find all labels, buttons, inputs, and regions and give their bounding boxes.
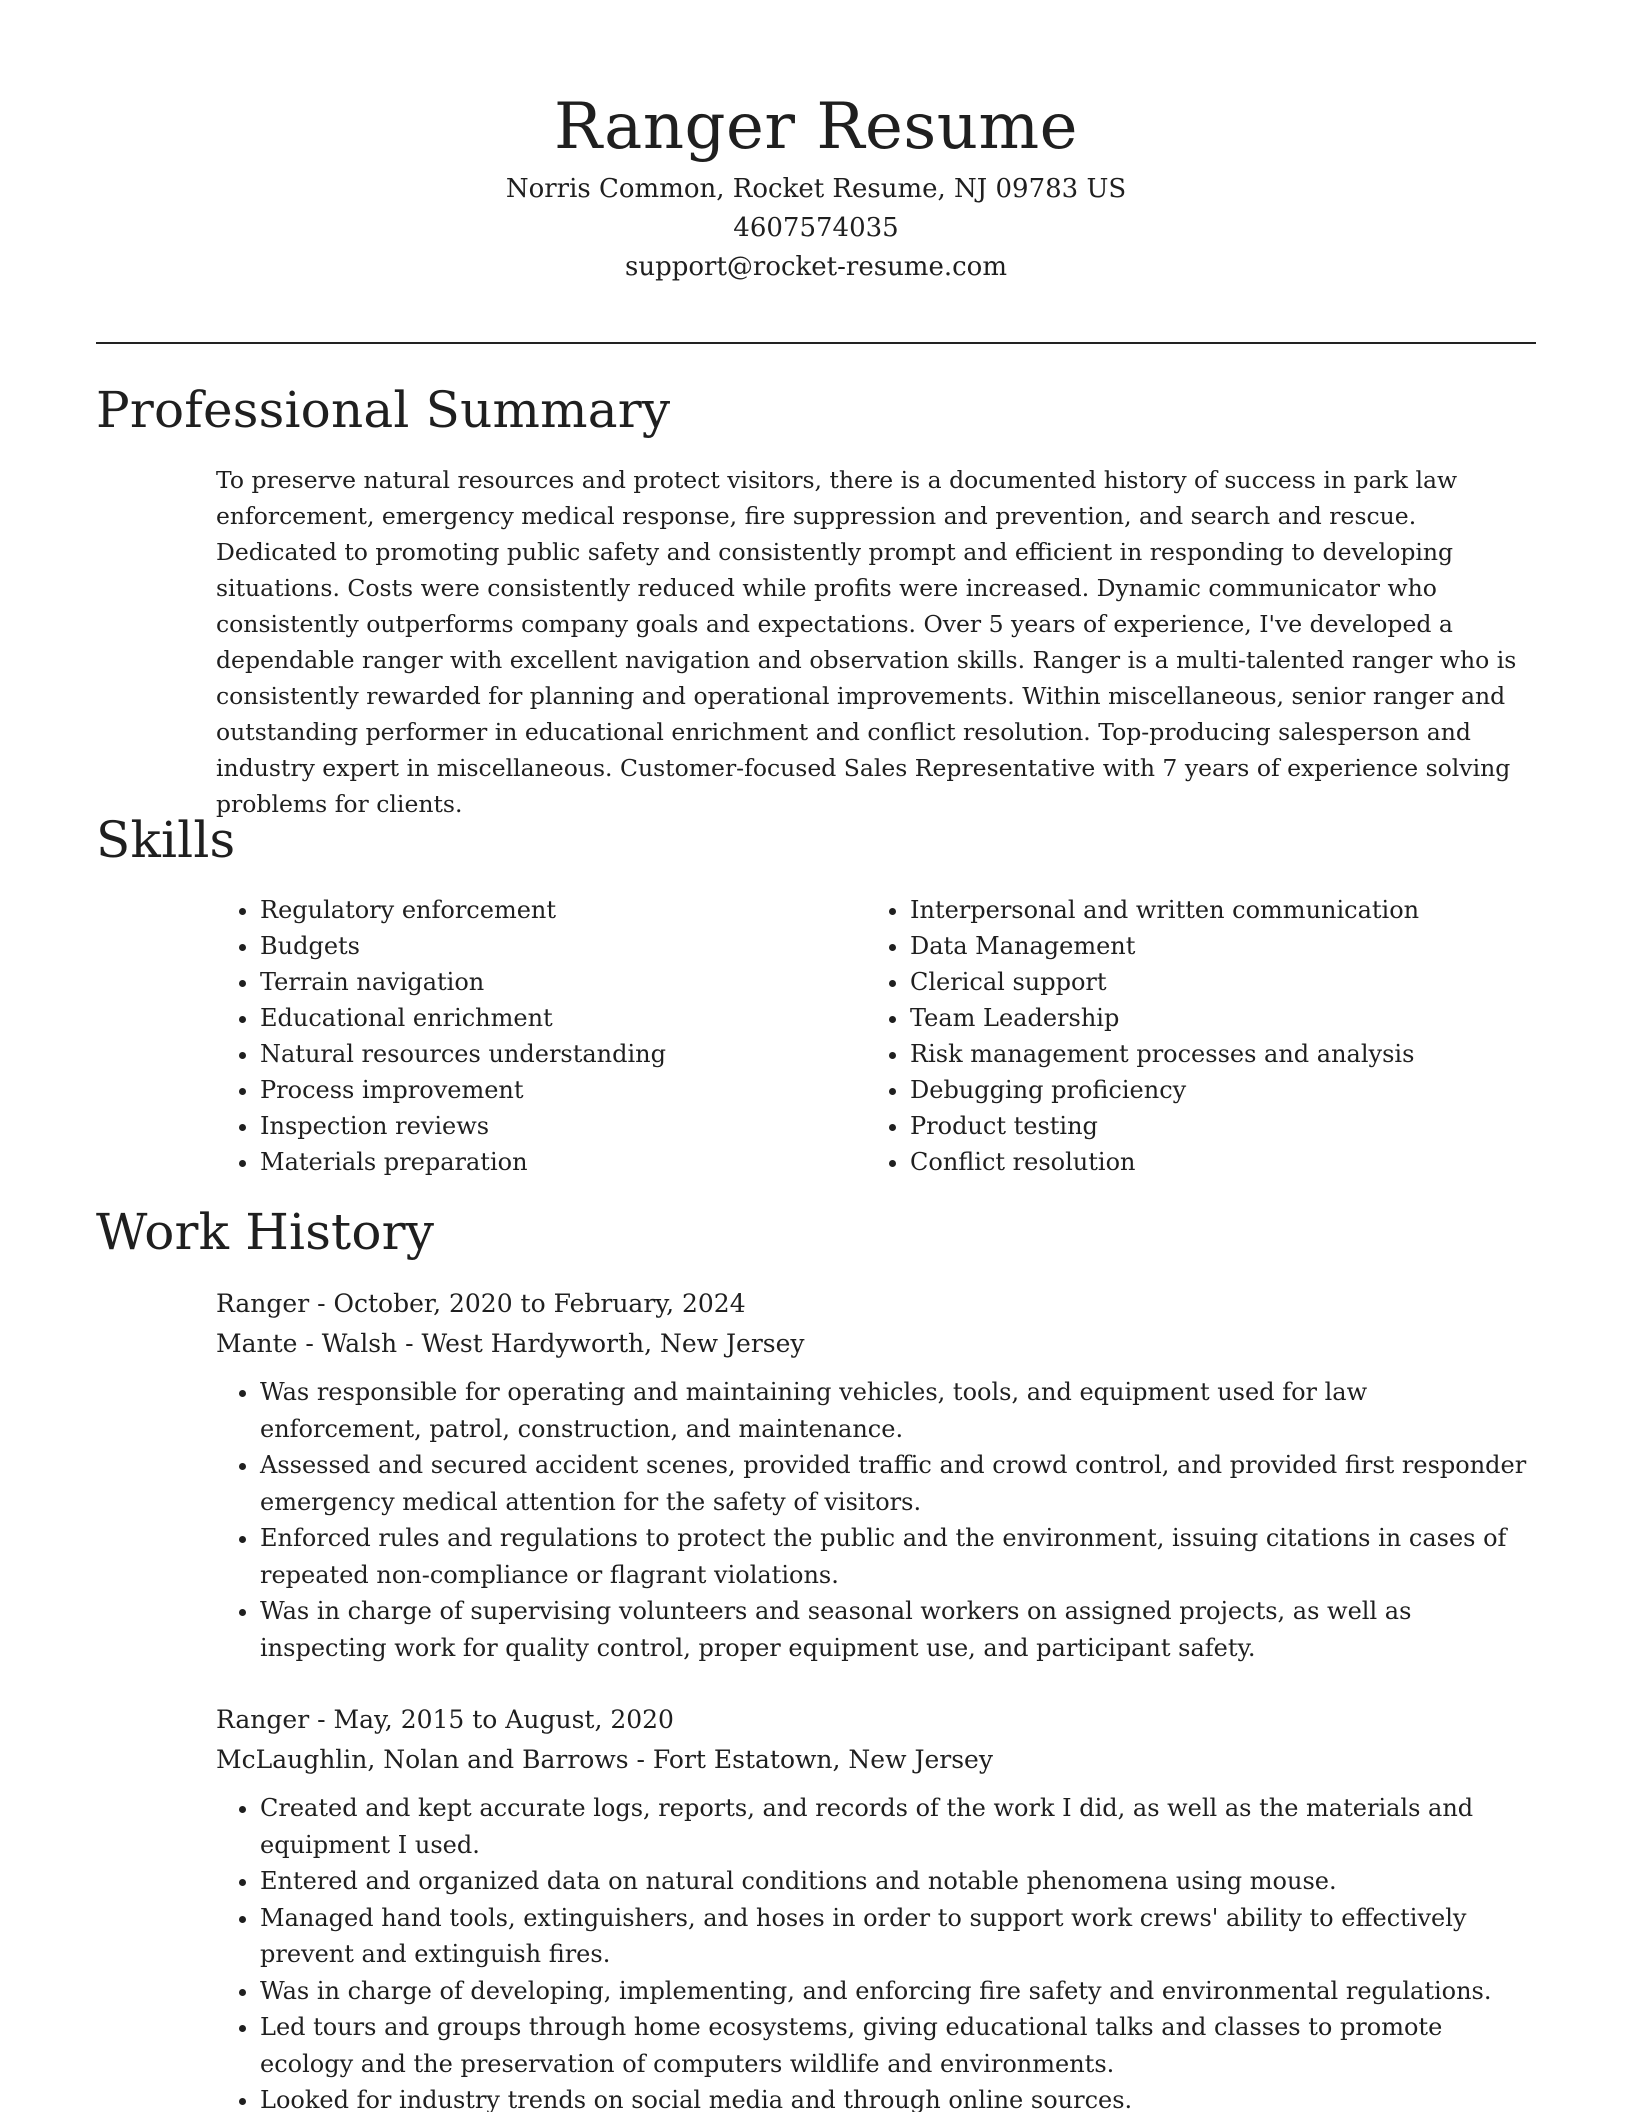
resume-header <box>96 84 1536 287</box>
skill-item: • Process improvement <box>260 1072 866 1108</box>
summary-heading: Professional Summary <box>96 381 671 439</box>
contact-address: Norris Common, Rocket Resume, NJ 09783 US <box>505 174 1127 204</box>
job-company-location: McLaughlin, Nolan and Barrows - Fort Estatown, New Jersey <box>216 1745 993 1774</box>
skill-item: • Inspection reviews <box>260 1108 866 1144</box>
skill-item: • Terrain navigation <box>260 964 866 1000</box>
skills-list <box>216 892 1536 1180</box>
skill-item: • Interpersonal and written communication <box>910 892 1516 928</box>
job-entry <box>216 1284 1536 1666</box>
skill-item: • Regulatory enforcement <box>260 892 866 928</box>
job-bullet: • Looked for industry trends on social media and through online sources. <box>260 2082 1536 2112</box>
job-title-dates: Ranger - October, 2020 to February, 2024 <box>216 1289 746 1318</box>
skill-item: • Conflict resolution <box>910 1144 1516 1180</box>
skill-item: • Budgets <box>260 928 866 964</box>
job-bullet: • Was in charge of developing, implementing, and enforcing fire safety and environmental regulations. <box>260 1973 1536 2010</box>
skill-item: • Materials preparation <box>260 1144 866 1180</box>
resume-name: Ranger Resume <box>554 90 1078 164</box>
skill-item: • Educational enrichment <box>260 1000 866 1036</box>
summary-text: To preserve natural resources and protect visitors, there is a documented history of success in park law enforcement, emergency medical response, fire suppression and prevention, and search and rescue. Dedicated to promoting public safety and consistently prompt and efficient in responding to developing situations. Costs were consistently reduced while profits were increased. Dynamic communicator who consistently outperforms company goals and expectations. Over 5 years of experience, I've developed a dependable ranger with excellent navigation and observation skills. Ranger is a multi-talented ranger who is consistently rewarded for planning and operational improvements. Within miscellaneous, senior ranger and outstanding performer in educational enrichment and conflict resolution. Top-producing salesperson and industry expert in miscellaneous. Customer-focused Sales Representative with 7 years of experience solving problems for clients. <box>216 466 1517 818</box>
job-bullet: • Was in charge of supervising volunteers and seasonal workers on assigned projects, as well as inspecting work for quality control, proper equipment use, and participant safety. <box>260 1593 1536 1666</box>
job-bullet: • Entered and organized data on natural conditions and notable phenomena using mouse. <box>260 1863 1536 1900</box>
contact-phone: 4607574035 <box>733 213 899 243</box>
skill-item: • Debugging proficiency <box>910 1072 1516 1108</box>
header-divider <box>96 342 1536 344</box>
skills-column-right <box>866 892 1516 1180</box>
job-entry <box>216 1700 1536 2112</box>
skill-item: • Risk management processes and analysis <box>910 1036 1516 1072</box>
job-bullet: • Assessed and secured accident scenes, provided traffic and crowd control, and provided first responder emergency medical attention for the safety of visitors. <box>260 1447 1536 1520</box>
skill-item: • Team Leadership <box>910 1000 1516 1036</box>
skill-item: • Clerical support <box>910 964 1516 1000</box>
job-bullet: • Led tours and groups through home ecosystems, giving educational talks and classes to promote ecology and the preservation of computers wildlife and environments. <box>260 2009 1536 2082</box>
skills-column-left <box>216 892 866 1180</box>
job-bullet: • Enforced rules and regulations to protect the public and the environment, issuing citations in cases of repeated non-compliance or flagrant violations. <box>260 1520 1536 1593</box>
work-history-heading: Work History <box>96 1203 435 1261</box>
contact-email: support@rocket-resume.com <box>624 252 1007 282</box>
job-responsibilities <box>216 1374 1536 1666</box>
job-bullet: • Managed hand tools, extinguishers, and hoses in order to support work crews' ability to effectively prevent and extinguish fires. <box>260 1900 1536 1973</box>
job-responsibilities <box>216 1790 1536 2112</box>
skills-heading: Skills <box>96 811 236 869</box>
skill-item: • Natural resources understanding <box>260 1036 866 1072</box>
job-bullet: • Created and kept accurate logs, reports, and records of the work I did, as well as the materials and equipment I used. <box>260 1790 1536 1863</box>
job-title-dates: Ranger - May, 2015 to August, 2020 <box>216 1705 674 1734</box>
skill-item: • Product testing <box>910 1108 1516 1144</box>
skill-item: • Data Management <box>910 928 1516 964</box>
job-bullet: • Was responsible for operating and maintaining vehicles, tools, and equipment used for law enforcement, patrol, construction, and maintenance. <box>260 1374 1536 1447</box>
job-company-location: Mante - Walsh - West Hardyworth, New Jersey <box>216 1329 805 1358</box>
